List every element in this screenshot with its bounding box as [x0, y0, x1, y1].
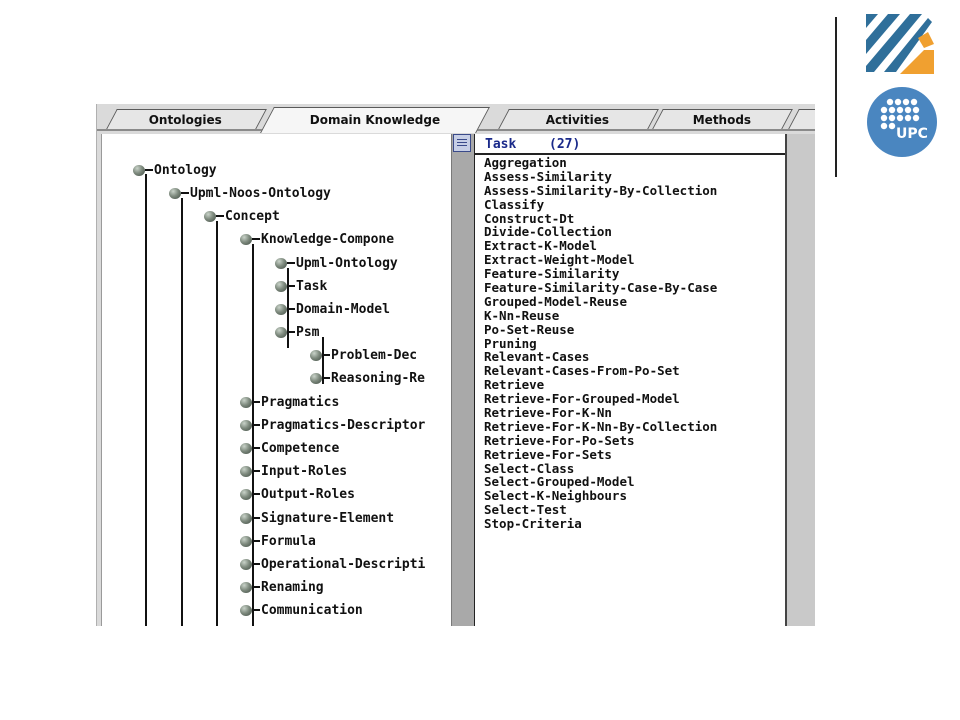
- task-list-item[interactable]: Feature-Similarity-Case-By-Case: [484, 280, 718, 296]
- tree-node-input-roles[interactable]: [240, 461, 347, 481]
- tree-node-upml-ontology[interactable]: [275, 253, 398, 273]
- tree-node-icon: [240, 443, 252, 454]
- task-list-panel[interactable]: [474, 134, 785, 626]
- task-list-item[interactable]: Stop-Criteria: [484, 516, 582, 532]
- task-list-item[interactable]: Extract-Weight-Model: [484, 252, 635, 268]
- task-list-title: Task: [485, 137, 517, 152]
- tree-node-icon: [310, 373, 322, 384]
- task-list-item[interactable]: Select-Grouped-Model: [484, 474, 635, 490]
- task-list-item[interactable]: Aggregation: [484, 155, 567, 170]
- tree-node-icon: [169, 188, 181, 199]
- tree-node-label: Concept: [225, 208, 280, 224]
- task-list-item[interactable]: Pruning: [484, 335, 537, 351]
- tab-methods[interactable]: Methods: [651, 109, 793, 131]
- tree-node-domain-model[interactable]: [275, 299, 390, 319]
- tree-node-renaming[interactable]: [240, 577, 324, 597]
- panel-splitter-scrollbar[interactable]: [451, 134, 475, 626]
- right-panel-edge: [785, 134, 815, 626]
- tab-ontologies[interactable]: Ontologies: [105, 109, 267, 131]
- tree-node-label: Pragmatics-Descriptor: [261, 417, 426, 433]
- task-list-item[interactable]: Construct-Dt: [484, 210, 575, 226]
- tree-node-label: Pragmatics: [261, 394, 340, 410]
- tree-node-label: Output-Roles: [261, 486, 355, 502]
- tree-node-knowledge-component[interactable]: [240, 229, 394, 249]
- tree-node-icon: [240, 420, 252, 431]
- tree-node-output-roles[interactable]: [240, 484, 355, 504]
- task-list-item[interactable]: Retrieve-For-K-Nn-By-Collection: [484, 418, 718, 434]
- task-list-item[interactable]: Relevant-Cases: [484, 349, 590, 365]
- tree-node-label: Renaming: [261, 579, 324, 595]
- tree-node-label: Operational-Descripti: [261, 556, 426, 572]
- task-list-item[interactable]: Retrieve-For-Po-Sets: [484, 432, 635, 448]
- task-list-item[interactable]: Feature-Similarity: [484, 266, 620, 282]
- task-list-item[interactable]: Assess-Similarity-By-Collection: [484, 182, 718, 198]
- tree-node-formula[interactable]: [240, 531, 316, 551]
- task-list-item[interactable]: Divide-Collection: [484, 224, 612, 240]
- tree-node-label: Problem-Dec: [331, 347, 418, 363]
- task-list: [484, 156, 717, 531]
- tree-node-competence[interactable]: [240, 438, 339, 458]
- task-list-item[interactable]: Po-Set-Reuse: [484, 321, 575, 337]
- task-list-item[interactable]: Select-Class: [484, 460, 575, 476]
- tab-bar: [97, 104, 815, 130]
- tree-node-icon: [240, 397, 252, 408]
- tree-node-problem-decomposer[interactable]: [310, 345, 417, 365]
- tree-node-icon: [240, 582, 252, 593]
- tree-node-label: Ontology: [154, 162, 217, 178]
- task-list-item[interactable]: Select-K-Neighbours: [484, 488, 627, 504]
- tree-node-label: Reasoning-Re: [331, 370, 425, 386]
- application-window: [96, 104, 815, 626]
- tree-node-label: Domain-Model: [296, 301, 390, 317]
- tree-node-label: Upml-Ontology: [296, 255, 398, 271]
- tree-node-icon: [240, 489, 252, 500]
- tree-node-label: Competence: [261, 440, 340, 456]
- task-list-item[interactable]: Retrieve-For-K-Nn: [484, 405, 612, 421]
- tree-node-label: Psm: [296, 324, 320, 340]
- tree-node-icon: [310, 350, 322, 361]
- tree-node-signature-element[interactable]: [240, 508, 394, 528]
- tree-node-pragmatics[interactable]: [240, 392, 339, 412]
- tree-node-operational-description[interactable]: [240, 554, 425, 574]
- tab-activities[interactable]: Activities: [497, 109, 659, 131]
- task-list-header: [475, 137, 785, 155]
- task-list-item[interactable]: Select-Test: [484, 502, 567, 518]
- tree-node-icon: [275, 304, 287, 315]
- ontology-tree-panel[interactable]: [101, 134, 452, 626]
- task-list-count: (27): [549, 137, 581, 152]
- task-list-item[interactable]: Retrieve-For-Sets: [484, 446, 612, 462]
- task-list-item[interactable]: Retrieve-For-Grouped-Model: [484, 391, 680, 407]
- tree-node-icon: [275, 258, 287, 269]
- tree-node-label: Knowledge-Compone: [261, 231, 395, 247]
- university-logo-stripes: [866, 14, 936, 76]
- tree-node-icon: [240, 466, 252, 477]
- tree-node-icon: [240, 536, 252, 547]
- tree-node-label: Signature-Element: [261, 510, 395, 526]
- list-menu-icon[interactable]: [453, 134, 471, 152]
- tree-node-communication[interactable]: [240, 600, 363, 620]
- tree-node-pragmatics-descriptor[interactable]: [240, 415, 425, 435]
- tree-node-concept[interactable]: [204, 206, 280, 226]
- tree-connector: [216, 221, 218, 626]
- task-list-item[interactable]: K-Nn-Reuse: [484, 307, 560, 323]
- tree-node-icon: [204, 211, 216, 222]
- tree-node-icon: [240, 513, 252, 524]
- tree-node-label: Upml-Noos-Ontology: [190, 185, 331, 201]
- tree-connector: [181, 198, 183, 626]
- tree-node-icon: [133, 165, 145, 176]
- tree-connector: [145, 174, 147, 626]
- task-list-item[interactable]: Assess-Similarity: [484, 168, 612, 184]
- logo-divider: [835, 17, 837, 177]
- tab-domain-knowledge[interactable]: Domain Knowledge: [260, 107, 490, 133]
- tree-node-upml-noos-ontology[interactable]: [169, 183, 331, 203]
- tab-overflow[interactable]: [787, 109, 815, 131]
- tree-node-label: Task: [296, 278, 328, 294]
- tree-node-label: Input-Roles: [261, 463, 348, 479]
- tree-node-task[interactable]: [275, 276, 327, 296]
- tree-node-icon: [275, 281, 287, 292]
- upc-seal-text: UPC: [896, 126, 928, 142]
- task-list-item[interactable]: Relevant-Cases-From-Po-Set: [484, 363, 680, 379]
- task-list-item[interactable]: Retrieve: [484, 377, 545, 393]
- tree-node-ontology[interactable]: [133, 160, 217, 180]
- task-list-item[interactable]: Extract-K-Model: [484, 238, 597, 254]
- tree-node-label: Communication: [261, 602, 363, 618]
- tree-node-icon: [240, 605, 252, 616]
- tree-node-psm[interactable]: [275, 322, 319, 342]
- tree-node-icon: [240, 559, 252, 570]
- tree-node-icon: [275, 327, 287, 338]
- tree-node-reasoning-resource[interactable]: [310, 368, 425, 388]
- tree-node-label: Formula: [261, 533, 316, 549]
- tree-node-icon: [240, 234, 252, 245]
- task-list-item[interactable]: Classify: [484, 196, 545, 212]
- upc-seal-logo: [866, 86, 938, 158]
- task-list-item[interactable]: Grouped-Model-Reuse: [484, 293, 627, 309]
